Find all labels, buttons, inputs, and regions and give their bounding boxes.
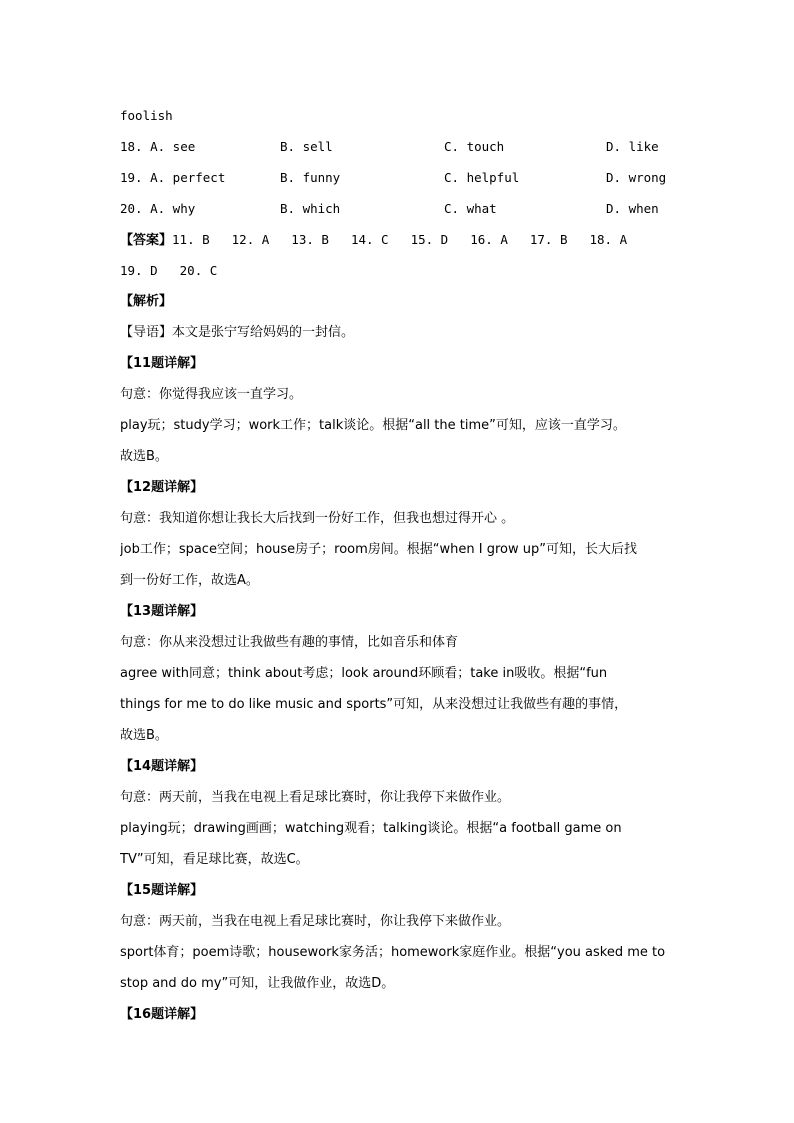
top-line: foolish xyxy=(120,108,173,123)
section-title: 【11题详解】 xyxy=(120,356,204,371)
section-line: things for me to do like music and sports”可知，从来没想过让我做些有趣的事情， xyxy=(120,697,628,712)
section-line: agree with同意；think about考虑；look around环顾看；take in吸收。根据“fun xyxy=(120,666,608,681)
option-b: B. funny xyxy=(280,170,341,185)
section-line: 句意：你觉得我应该一直学习。 xyxy=(120,387,303,402)
section-line: play玩；study学习；work工作；talk谈论。根据“all the time”可知，应该一直学习。 xyxy=(120,418,626,433)
section-13 xyxy=(120,596,680,751)
section-line: 故选B。 xyxy=(120,449,168,464)
option-c: C. what xyxy=(444,201,497,216)
section-line: stop and do my”可知，让我做作业，故选D。 xyxy=(120,976,395,991)
answer-item: 20. C xyxy=(179,263,218,278)
option-a: 20. A. why xyxy=(120,201,196,216)
option-b: B. which xyxy=(280,201,341,216)
option-a: 18. A. see xyxy=(120,139,196,154)
answer-item: 15. D xyxy=(410,232,449,247)
answer-item: 17. B xyxy=(529,232,568,247)
intro-line: 【导语】本文是张宁写给妈妈的一封信。 xyxy=(120,325,355,340)
section-title: 【14题详解】 xyxy=(120,759,204,774)
option-d: D. when xyxy=(606,201,659,216)
section-line: 到一份好工作，故选A。 xyxy=(120,573,259,588)
answer-row xyxy=(120,224,680,255)
answer-item: 16. A xyxy=(470,232,508,247)
option-d: D. like xyxy=(606,139,659,154)
section-line: 句意：两天前，当我在电视上看足球比赛时，你让我停下来做作业。 xyxy=(120,914,511,929)
section-line: sport体育；poem诗歌；housework家务活；homework家庭作业。根据“you asked me to xyxy=(120,945,666,960)
answer-item: 12. A xyxy=(231,232,270,247)
section-title: 【13题详解】 xyxy=(120,604,204,619)
section-title: 【16题详解】 xyxy=(120,1007,204,1022)
answer-item: 11. B xyxy=(172,232,210,247)
section-15 xyxy=(120,875,680,999)
option-d: D. wrong xyxy=(606,170,667,185)
section-line: TV”可知，看足球比赛，故选C。 xyxy=(120,852,309,867)
option-b: B. sell xyxy=(280,139,333,154)
document-page xyxy=(120,100,680,1030)
section-line: playing玩；drawing画画；watching观看；talking谈论。根据“a football game on xyxy=(120,821,622,836)
answer-item: 13. B xyxy=(291,232,329,247)
section-title: 【15题详解】 xyxy=(120,883,204,898)
section-11 xyxy=(120,348,680,472)
option-c: C. touch xyxy=(444,139,505,154)
answer-item: 19. D xyxy=(120,263,158,278)
option-row-20 xyxy=(120,193,680,224)
section-line: 句意：我知道你想让我长大后找到一份好工作，但我也想过得开心 。 xyxy=(120,511,515,526)
section-line: job工作；space空间；house房子；room房间。根据“when I grow up”可知，长大后找 xyxy=(120,542,637,557)
section-line: 句意：你从来没想过让我做些有趣的事情，比如音乐和体育 xyxy=(120,635,459,650)
answer-row-2 xyxy=(120,255,680,286)
option-row-18 xyxy=(120,131,680,162)
section-line: 句意：两天前，当我在电视上看足球比赛时，你让我停下来做作业。 xyxy=(120,790,511,805)
answer-label: 【答案】 xyxy=(120,233,173,248)
section-16 xyxy=(120,999,680,1030)
answer-item: 14. C xyxy=(350,232,389,247)
answer-item: 18. A xyxy=(589,232,628,247)
analysis-label: 【解析】 xyxy=(120,294,173,309)
section-14 xyxy=(120,751,680,875)
option-row-19 xyxy=(120,162,680,193)
section-title: 【12题详解】 xyxy=(120,480,204,495)
option-c: C. helpful xyxy=(444,170,520,185)
section-line: 故选B。 xyxy=(120,728,168,743)
option-a: 19. A. perfect xyxy=(120,170,226,185)
section-12 xyxy=(120,472,680,596)
